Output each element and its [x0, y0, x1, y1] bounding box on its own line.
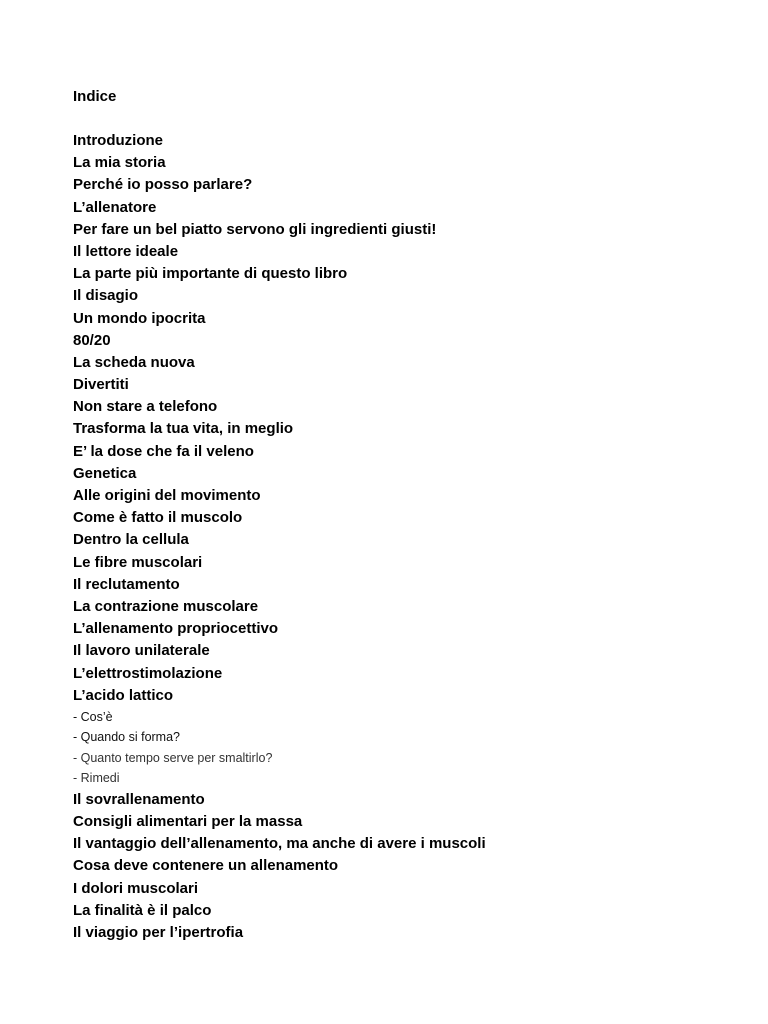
toc-entry: Il vantaggio dell’allenamento, ma anche di avere i muscoli — [73, 835, 486, 853]
toc-entry: Il sovrallenamento — [73, 790, 205, 808]
toc-entry: Trasforma la tua vita, in meglio — [73, 420, 294, 438]
toc-subentry: - Rimedi — [73, 771, 120, 786]
toc-entry: L’allenamento propriocettivo — [73, 620, 279, 638]
toc-entry: Il reclutamento — [73, 575, 180, 593]
toc-title: Indice — [73, 88, 117, 105]
toc-entry: La finalità è il palco — [73, 901, 212, 919]
toc-entry: L’acido lattico — [73, 686, 174, 704]
toc-entry: I dolori muscolari — [73, 879, 199, 897]
spacer — [73, 108, 733, 130]
toc-subentry: - Quando si forma? — [73, 730, 180, 745]
toc-subentry-list — [73, 707, 733, 789]
toc-subentry: - Quanto tempo serve per smaltirlo? — [73, 750, 273, 765]
toc-entry: Il viaggio per l’ipertrofia — [73, 924, 244, 941]
toc-entry: Perché io posso parlare? — [73, 176, 253, 194]
table-of-contents — [73, 86, 733, 944]
toc-entry: Divertiti — [73, 376, 129, 394]
toc-entry: Il disagio — [73, 287, 139, 305]
toc-entry: L’allenatore — [73, 198, 157, 216]
toc-entry: Introduzione — [73, 132, 163, 149]
toc-entry: Consigli alimentari per la massa — [73, 813, 303, 831]
toc-entry: Il lettore ideale — [73, 242, 179, 260]
toc-entry: Non stare a telefono — [73, 398, 218, 416]
toc-entry: Genetica — [73, 464, 137, 482]
toc-entry: Dentro la cellula — [73, 531, 189, 549]
toc-entry-list-continued — [73, 789, 733, 944]
toc-subentry: - Cos’è — [73, 709, 113, 724]
toc-entry: La contrazione muscolare — [73, 597, 259, 615]
toc-entry: Alle origini del movimento — [73, 487, 261, 504]
toc-entry: Le fibre muscolari — [73, 553, 203, 571]
toc-entry: Un mondo ipocrita — [73, 309, 206, 327]
toc-entry: Come è fatto il muscolo — [73, 509, 243, 527]
toc-entry: E’ la dose che fa il veleno — [73, 442, 254, 460]
toc-entry: Per fare un bel piatto servono gli ingredienti giusti! — [73, 220, 437, 238]
toc-entry: La mia storia — [73, 154, 166, 172]
toc-entry: Cosa deve contenere un allenamento — [73, 857, 339, 875]
toc-entry: 80/20 — [73, 331, 111, 349]
toc-entry: Il lavoro unilaterale — [73, 642, 210, 660]
toc-entry: L’elettrostimolazione — [73, 664, 223, 682]
toc-entry: La scheda nuova — [73, 353, 195, 371]
toc-entry-list — [73, 130, 733, 707]
toc-entry: La parte più importante di questo libro — [73, 265, 348, 283]
